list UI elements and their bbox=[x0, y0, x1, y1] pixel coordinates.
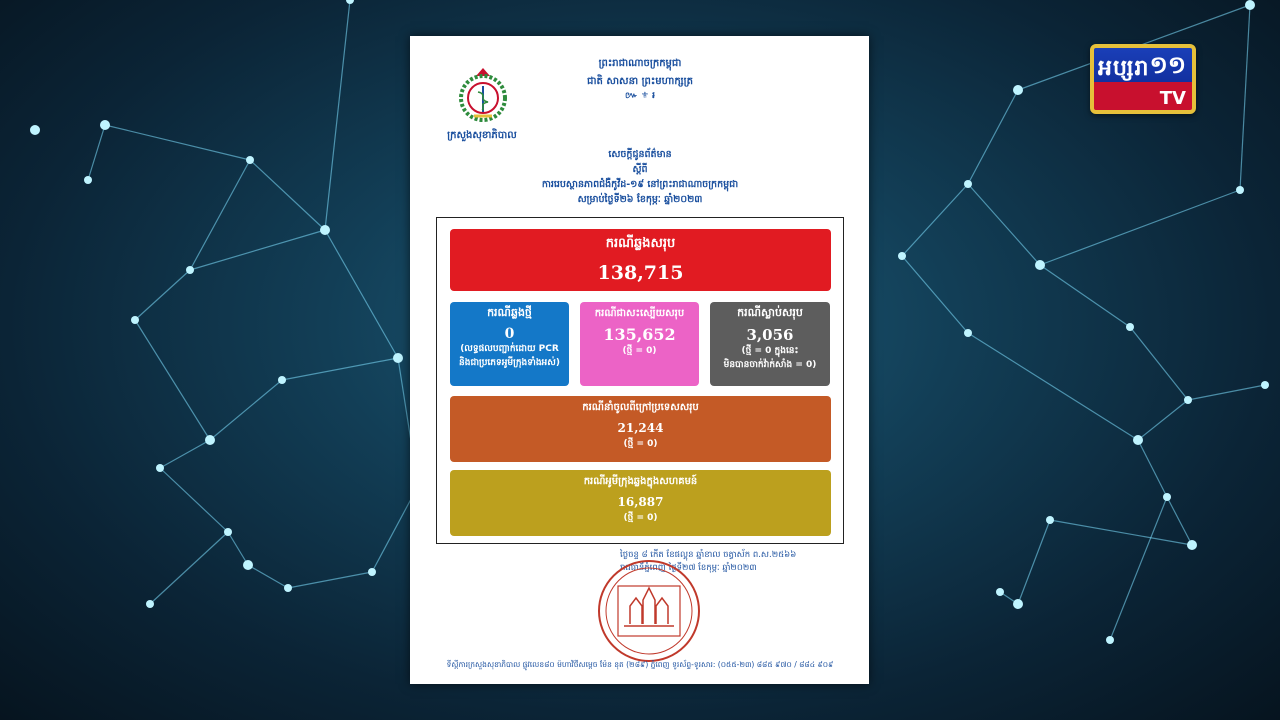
network-node bbox=[284, 584, 292, 592]
network-link bbox=[135, 320, 210, 440]
deaths-note-1: (ថ្មី = 0 ក្នុងនេះ bbox=[741, 346, 799, 356]
total-cases-label: ករណីឆ្លងសរុប bbox=[605, 236, 676, 251]
network-node bbox=[243, 560, 253, 570]
network-link bbox=[105, 125, 250, 160]
network-node bbox=[1163, 493, 1171, 501]
new-cases-note-2: និងជាប្រភេទអូមីក្រុងទាំងអស់) bbox=[459, 358, 560, 368]
report-heading-about: ស្តីពី bbox=[632, 164, 648, 175]
network-node bbox=[320, 225, 330, 235]
network-node bbox=[1261, 381, 1269, 389]
document-footer: ទីស្តីការក្រសួងសុខាភិបាល ផ្លូវលេខ៨០ ម៉ហាវិថីសម្តេច ម៉ែន នុត (២៨៩) ភ្នំពេញ ទូរស័ព្ទ-ទូរសារ: (០៥៥-២៣) ៨៨៥ ៩៧០ / ៨៨៤ ៩០៩ bbox=[446, 660, 834, 669]
network-node bbox=[1133, 435, 1143, 445]
network-link bbox=[1188, 385, 1265, 400]
network-node bbox=[964, 180, 972, 188]
channel-logo-number: ១១ bbox=[1149, 51, 1186, 79]
new-cases-note-1: (លទ្ធផលបញ្ជាក់ដោយ PCR bbox=[460, 344, 559, 354]
network-node bbox=[1184, 396, 1192, 404]
recovered-value: 135,652 bbox=[603, 325, 676, 344]
network-node bbox=[186, 266, 194, 274]
report-heading-press-release: សេចក្តីជូនព័ត៌មាន bbox=[608, 149, 672, 160]
network-link bbox=[150, 532, 228, 604]
network-link bbox=[968, 184, 1040, 265]
network-link bbox=[1050, 520, 1192, 545]
network-link bbox=[160, 440, 210, 468]
network-node bbox=[246, 156, 254, 164]
imported-cases-value: 21,244 bbox=[617, 421, 664, 435]
network-link bbox=[248, 565, 288, 588]
network-link bbox=[1167, 497, 1192, 545]
network-link bbox=[1240, 5, 1250, 190]
network-node bbox=[278, 376, 286, 384]
new-cases-label: ករណីឆ្លងថ្មី bbox=[487, 306, 532, 319]
channel-logo-brand: អប្សរា bbox=[1098, 56, 1150, 81]
community-cases-note: (ថ្មី = 0) bbox=[623, 513, 658, 523]
network-link bbox=[902, 256, 968, 333]
network-node bbox=[393, 353, 403, 363]
network-node bbox=[1106, 636, 1114, 644]
network-link bbox=[135, 270, 190, 320]
total-cases-value: 138,715 bbox=[597, 262, 684, 284]
kingdom-ornament: ៚ ⚜ ៛ bbox=[625, 91, 655, 101]
deaths-value: 3,056 bbox=[746, 326, 794, 344]
recovered-note: (ថ្មី = 0) bbox=[622, 346, 657, 356]
network-node bbox=[84, 176, 92, 184]
network-link bbox=[190, 160, 250, 270]
community-cases-label: ករណីអូមីក្រុងឆ្លងក្នុងសហគមន៍ bbox=[583, 476, 698, 487]
network-node bbox=[1013, 85, 1023, 95]
network-node bbox=[1035, 260, 1045, 270]
network-link bbox=[902, 184, 968, 256]
channel-logo-tv: TV bbox=[1159, 88, 1186, 109]
network-node bbox=[146, 600, 154, 608]
solar-date: រាជធានីភ្នំពេញ ថ្ងៃទី២៧ ខែកុម្ភៈ ឆ្នាំ២០២៣ bbox=[620, 563, 757, 573]
network-link bbox=[1018, 520, 1050, 604]
network-node bbox=[1187, 540, 1197, 550]
report-heading-date: សម្រាប់ថ្ងៃទី២៦ ខែកុម្ភៈ ឆ្នាំ២០២៣ bbox=[577, 194, 703, 205]
imported-cases-label: ករណីនាំចូលពីក្រៅប្រទេសសរុប bbox=[582, 402, 699, 413]
deaths-note-2: មិនបានចាក់វ៉ាក់សាំង = 0) bbox=[723, 360, 817, 370]
network-node bbox=[1013, 599, 1023, 609]
network-node bbox=[996, 588, 1004, 596]
total-cases-card bbox=[450, 229, 831, 291]
network-link bbox=[1138, 440, 1167, 497]
network-node bbox=[346, 0, 354, 4]
kingdom-motto: ជាតិ សាសនា ព្រះមហាក្សត្រ bbox=[587, 76, 693, 87]
deaths-card bbox=[710, 302, 830, 386]
network-node bbox=[205, 435, 215, 445]
network-link bbox=[88, 125, 105, 180]
network-link bbox=[1110, 497, 1167, 640]
network-link bbox=[282, 358, 398, 380]
network-node bbox=[131, 316, 139, 324]
network-link bbox=[160, 468, 228, 532]
recovered-card bbox=[580, 302, 699, 386]
kingdom-title: ព្រះរាជាណាចក្រកម្ពុជា bbox=[598, 58, 682, 69]
network-node bbox=[1046, 516, 1054, 524]
network-link bbox=[250, 160, 325, 230]
network-node bbox=[30, 125, 40, 135]
network-node bbox=[964, 329, 972, 337]
network-node bbox=[156, 464, 164, 472]
network-link bbox=[190, 230, 325, 270]
network-node bbox=[1126, 323, 1134, 331]
network-link bbox=[968, 333, 1138, 440]
network-link bbox=[1130, 327, 1188, 400]
stats-panel bbox=[436, 217, 844, 544]
covid-report-document bbox=[410, 36, 869, 684]
network-link bbox=[1040, 190, 1240, 265]
network-node bbox=[898, 252, 906, 260]
network-link bbox=[968, 90, 1018, 184]
community-cases-card bbox=[450, 470, 831, 536]
report-heading-subject: ការរេបស្ថានភាពជំងឺកូវីដ-១៩ នៅព្រះរាជាណាចក្រកម្ពុជា bbox=[541, 179, 739, 190]
new-cases-card bbox=[450, 302, 569, 386]
ministry-seal-icon bbox=[596, 558, 702, 664]
network-link bbox=[325, 230, 398, 358]
channel-logo bbox=[1090, 44, 1196, 114]
imported-cases-note: (ថ្មី = 0) bbox=[623, 439, 658, 449]
network-node bbox=[1245, 0, 1255, 10]
new-cases-value: 0 bbox=[504, 326, 515, 342]
ministry-of-health-emblem-icon bbox=[456, 64, 510, 124]
network-link bbox=[288, 572, 372, 588]
network-link bbox=[1138, 400, 1188, 440]
network-link bbox=[1040, 265, 1130, 327]
ministry-name: ក្រសួងសុខាភិបាល bbox=[447, 130, 517, 141]
network-link bbox=[325, 0, 350, 230]
recovered-label: ករណីជាសះស្បើយសរុប bbox=[594, 308, 685, 319]
lunar-date: ថ្ងៃចន្ទ ៨ កើត ខែផល្គុន ឆ្នាំខាល ចត្វាស័ក ព.ស.២៥៦៦ bbox=[620, 550, 797, 560]
community-cases-value: 16,887 bbox=[617, 495, 664, 509]
network-link bbox=[210, 380, 282, 440]
network-node bbox=[100, 120, 110, 130]
imported-cases-card bbox=[450, 396, 831, 462]
deaths-label: ករណីស្លាប់សរុប bbox=[737, 306, 803, 319]
network-node bbox=[368, 568, 376, 576]
network-node bbox=[1236, 186, 1244, 194]
network-link bbox=[228, 532, 248, 565]
network-node bbox=[224, 528, 232, 536]
